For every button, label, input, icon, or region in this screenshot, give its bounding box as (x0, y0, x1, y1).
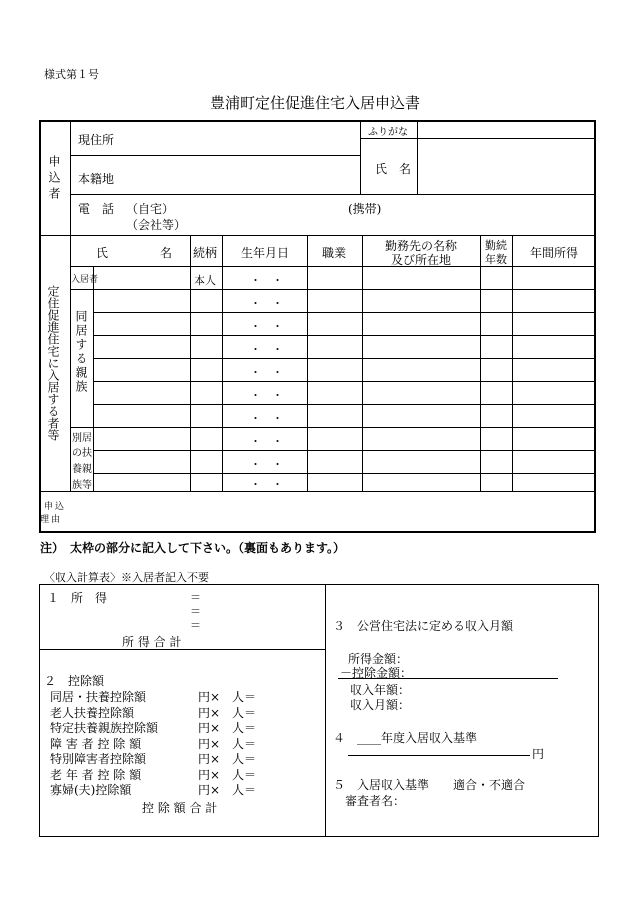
birth-dots: ・ ・ (250, 412, 283, 425)
equals-sign: ＝ (190, 605, 201, 618)
header-birth: 生年月日 (241, 246, 290, 260)
deduction-item-label: 特別障害者控除額 (50, 752, 147, 766)
header-name-a: 氏 (96, 246, 109, 260)
deduction-item-label: 特定扶養親族控除額 (50, 721, 159, 735)
dependents-label-2: の扶 (72, 448, 92, 459)
deduction-row (50, 704, 310, 721)
deduction-calc: 円× 人＝ (198, 721, 257, 735)
header-relation: 続柄 (193, 246, 218, 260)
header-income: 年間所得 (530, 246, 579, 260)
page-title: 豊浦町定住促進住宅入居申込書 (209, 94, 420, 112)
deduction-calc: 円× 人＝ (198, 752, 257, 766)
birth-dots: ・ ・ (250, 297, 283, 310)
equals-sign: ＝ (190, 591, 201, 604)
header-years-2: 年数 (485, 253, 507, 266)
deduction-amount-label: －控除金額： (340, 666, 413, 680)
deduction-item-label: 同居・扶養控除額 (50, 690, 147, 704)
deduction-calc: 円× 人＝ (198, 705, 257, 720)
residents-section-label: 定住促進住宅に入居する者等 (46, 285, 60, 441)
standard-fit-label: ５ 入居収入基準 適合・不適合 (333, 778, 526, 792)
deduction-calc: 円× 人＝ (198, 736, 257, 751)
reason-label-1: 申込 (44, 502, 67, 512)
deduction-item-label: 老人扶養控除額 (50, 705, 135, 720)
annual-income-label: 収入年額： (350, 683, 411, 697)
resident-relation: 本人 (194, 274, 216, 287)
deduction-item-label: 老 年 者 控 除 額 (50, 767, 142, 782)
birth-dots: ・ ・ (250, 478, 283, 491)
income-amount-label: 所得金額： (348, 652, 409, 666)
header-name-b: 名 (160, 246, 173, 260)
income-standard-label: ４ ____年度入居収入基準 (333, 731, 478, 745)
reason-label-2: 理由 (40, 515, 63, 525)
deduction-calc: 円× 人＝ (198, 767, 257, 782)
applicant-section-label: 申込者 (47, 155, 61, 203)
header-years-1: 勤続 (485, 239, 507, 252)
family-label: 同居する親族 (74, 310, 88, 394)
income-total-label: 所 得 合 計 (122, 635, 182, 649)
deduction-calc: 円× 人＝ (198, 783, 257, 797)
income-table-title: 〈収入計算表〉※入居者記入不要 (44, 571, 209, 584)
deduction-calc: 円× 人＝ (198, 690, 257, 704)
deduction-item-label: 障 害 者 控 除 額 (50, 736, 142, 751)
yen-label: 円 (532, 747, 545, 761)
resident-row-label: 入居者 (71, 275, 99, 285)
header-workplace-2: 及び所在地 (391, 253, 452, 267)
birth-dots: ・ ・ (250, 274, 283, 287)
phone-home-label: （自宅） (126, 202, 175, 216)
form-note: 注） 太枠の部分に記入して下さい。（裏面もあります。） (40, 541, 346, 555)
birth-dots: ・ ・ (250, 343, 283, 356)
monthly-income-label: 収入月額： (350, 698, 411, 712)
form-number: 様式第１号 (44, 68, 99, 81)
deduction-item-label: 寡婦(夫)控除額 (50, 783, 132, 797)
dependents-label-4: 族等 (72, 480, 92, 491)
birth-dots: ・ ・ (250, 458, 283, 471)
deduction-row (50, 719, 310, 736)
deduction-total-label: 控 除 額 合 計 (142, 801, 218, 815)
birth-dots: ・ ・ (250, 366, 283, 379)
dependents-label-3: 養親 (72, 464, 92, 475)
birth-dots: ・ ・ (250, 389, 283, 402)
monthly-income-section-label: ３ 公営住宅法に定める収入月額 (333, 619, 514, 633)
header-occupation: 職業 (322, 246, 347, 260)
dependents-label-1: 別居 (72, 433, 92, 444)
domicile-label: 本籍地 (78, 172, 115, 186)
phone-work-label: （会社等） (126, 218, 187, 232)
birth-dots: ・ ・ (250, 320, 283, 333)
deduction-row (50, 735, 310, 752)
furigana-label: ふりがな (368, 127, 408, 138)
equals-sign: ＝ (190, 619, 201, 632)
birth-dots: ・ ・ (250, 435, 283, 448)
income-label: １ 所 得 (47, 591, 108, 605)
deduction-row (50, 781, 310, 798)
deduction-row (50, 766, 310, 783)
deduction-label: ２ 控除額 (44, 674, 105, 688)
phone-label: 電 話 (78, 202, 115, 216)
reviewer-label: 審査者名： (345, 794, 406, 808)
deduction-row (50, 750, 310, 767)
name-label: 氏 名 (375, 162, 412, 176)
header-workplace-1: 勤務先の名称 (385, 239, 458, 253)
address-label: 現住所 (78, 133, 115, 147)
deduction-row (50, 688, 310, 705)
phone-mobile-label: (携帯) (348, 202, 382, 216)
